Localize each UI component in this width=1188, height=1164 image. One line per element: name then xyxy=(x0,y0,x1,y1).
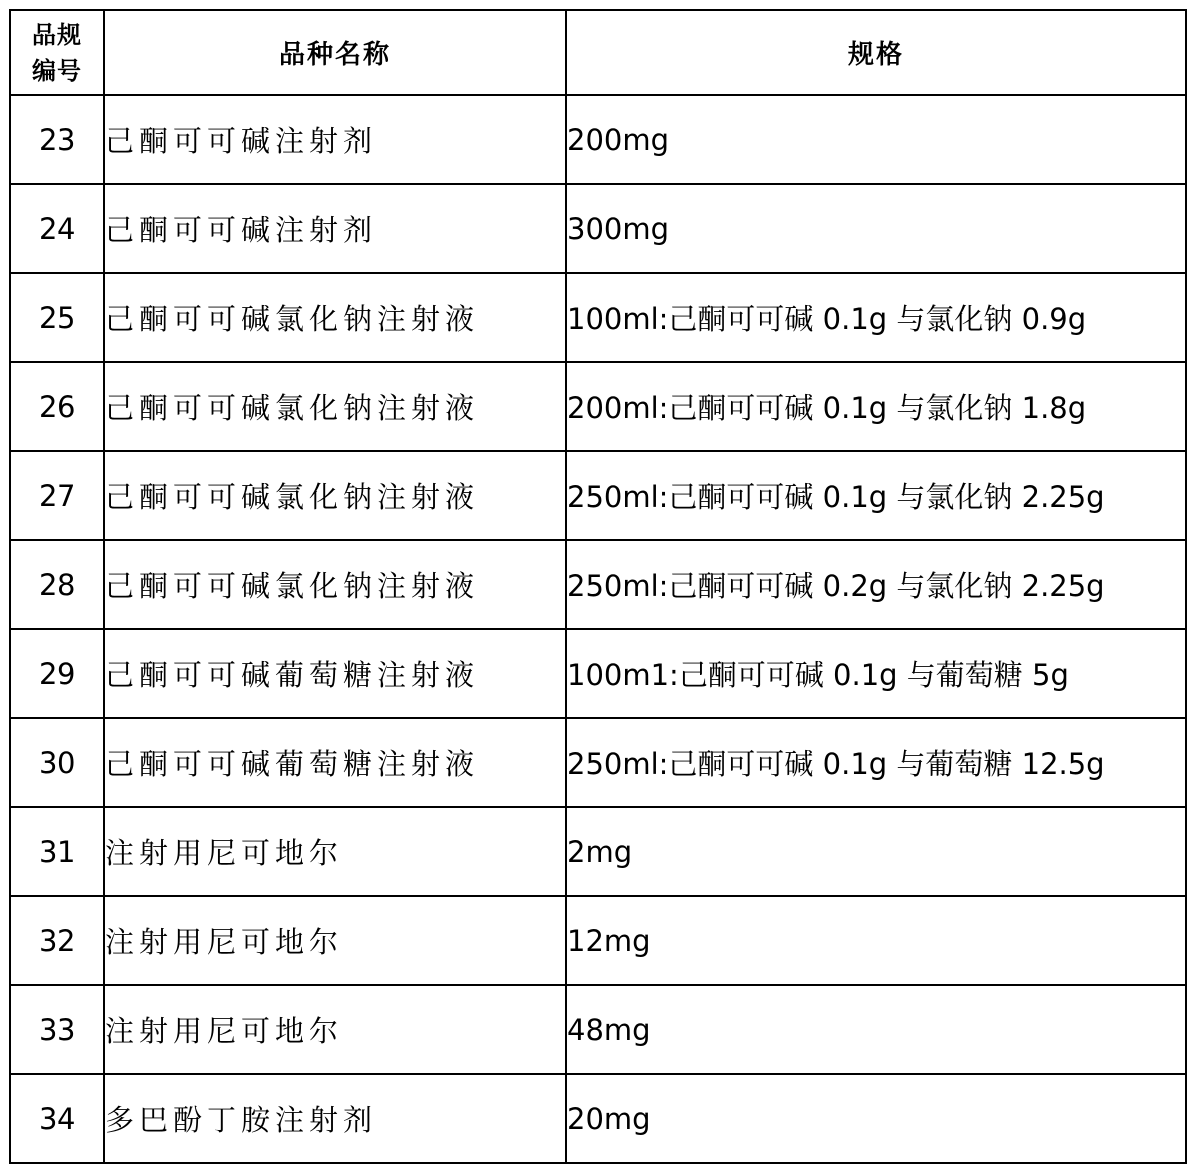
header-number-line1: 品规 xyxy=(32,20,82,49)
row-name: 注射用尼可地尔 xyxy=(104,807,566,896)
row-name: 己酮可可碱氯化钠注射液 xyxy=(104,540,566,629)
table-row xyxy=(10,629,1186,718)
row-number: 27 xyxy=(10,451,104,540)
row-spec: 250ml:己酮可可碱 0.1g 与氯化钠 2.25g xyxy=(566,451,1186,540)
row-number: 26 xyxy=(10,362,104,451)
row-name: 注射用尼可地尔 xyxy=(104,985,566,1074)
row-number: 31 xyxy=(10,807,104,896)
row-spec: 250ml:己酮可可碱 0.1g 与葡萄糖 12.5g xyxy=(566,718,1186,807)
header-name: 品种名称 xyxy=(104,10,566,95)
row-name: 己酮可可碱葡萄糖注射液 xyxy=(104,718,566,807)
row-spec: 250ml:己酮可可碱 0.2g 与氯化钠 2.25g xyxy=(566,540,1186,629)
table-row xyxy=(10,184,1186,273)
table-row xyxy=(10,985,1186,1074)
table-row xyxy=(10,896,1186,985)
row-number: 30 xyxy=(10,718,104,807)
table-row xyxy=(10,1074,1186,1163)
row-number: 28 xyxy=(10,540,104,629)
row-number: 34 xyxy=(10,1074,104,1163)
row-spec: 2mg xyxy=(566,807,1186,896)
row-name: 己酮可可碱注射剂 xyxy=(104,184,566,273)
row-number: 23 xyxy=(10,95,104,184)
table-row xyxy=(10,718,1186,807)
row-spec: 20mg xyxy=(566,1074,1186,1163)
row-name: 己酮可可碱氯化钠注射液 xyxy=(104,451,566,540)
row-name: 己酮可可碱葡萄糖注射液 xyxy=(104,629,566,718)
table-row xyxy=(10,451,1186,540)
table-row xyxy=(10,362,1186,451)
header-number xyxy=(10,10,104,95)
row-number: 25 xyxy=(10,273,104,362)
table-row xyxy=(10,540,1186,629)
row-spec: 200mg xyxy=(566,95,1186,184)
row-name: 己酮可可碱注射剂 xyxy=(104,95,566,184)
row-name: 注射用尼可地尔 xyxy=(104,896,566,985)
row-spec: 12mg xyxy=(566,896,1186,985)
row-name: 己酮可可碱氯化钠注射液 xyxy=(104,273,566,362)
header-number-line2: 编号 xyxy=(32,56,82,85)
row-spec: 300mg xyxy=(566,184,1186,273)
row-spec: 100ml:己酮可可碱 0.1g 与氯化钠 0.9g xyxy=(566,273,1186,362)
table-row xyxy=(10,95,1186,184)
header-spec: 规格 xyxy=(566,10,1186,95)
row-number: 29 xyxy=(10,629,104,718)
row-number: 24 xyxy=(10,184,104,273)
row-spec: 48mg xyxy=(566,985,1186,1074)
table-row xyxy=(10,273,1186,362)
table-row xyxy=(10,807,1186,896)
table-header-row xyxy=(10,10,1186,95)
row-name: 多巴酚丁胺注射剂 xyxy=(104,1074,566,1163)
row-number: 33 xyxy=(10,985,104,1074)
row-name: 己酮可可碱氯化钠注射液 xyxy=(104,362,566,451)
drug-spec-table xyxy=(9,9,1187,1164)
row-spec: 200ml:己酮可可碱 0.1g 与氯化钠 1.8g xyxy=(566,362,1186,451)
row-spec: 100m1:己酮可可碱 0.1g 与葡萄糖 5g xyxy=(566,629,1186,718)
row-number: 32 xyxy=(10,896,104,985)
